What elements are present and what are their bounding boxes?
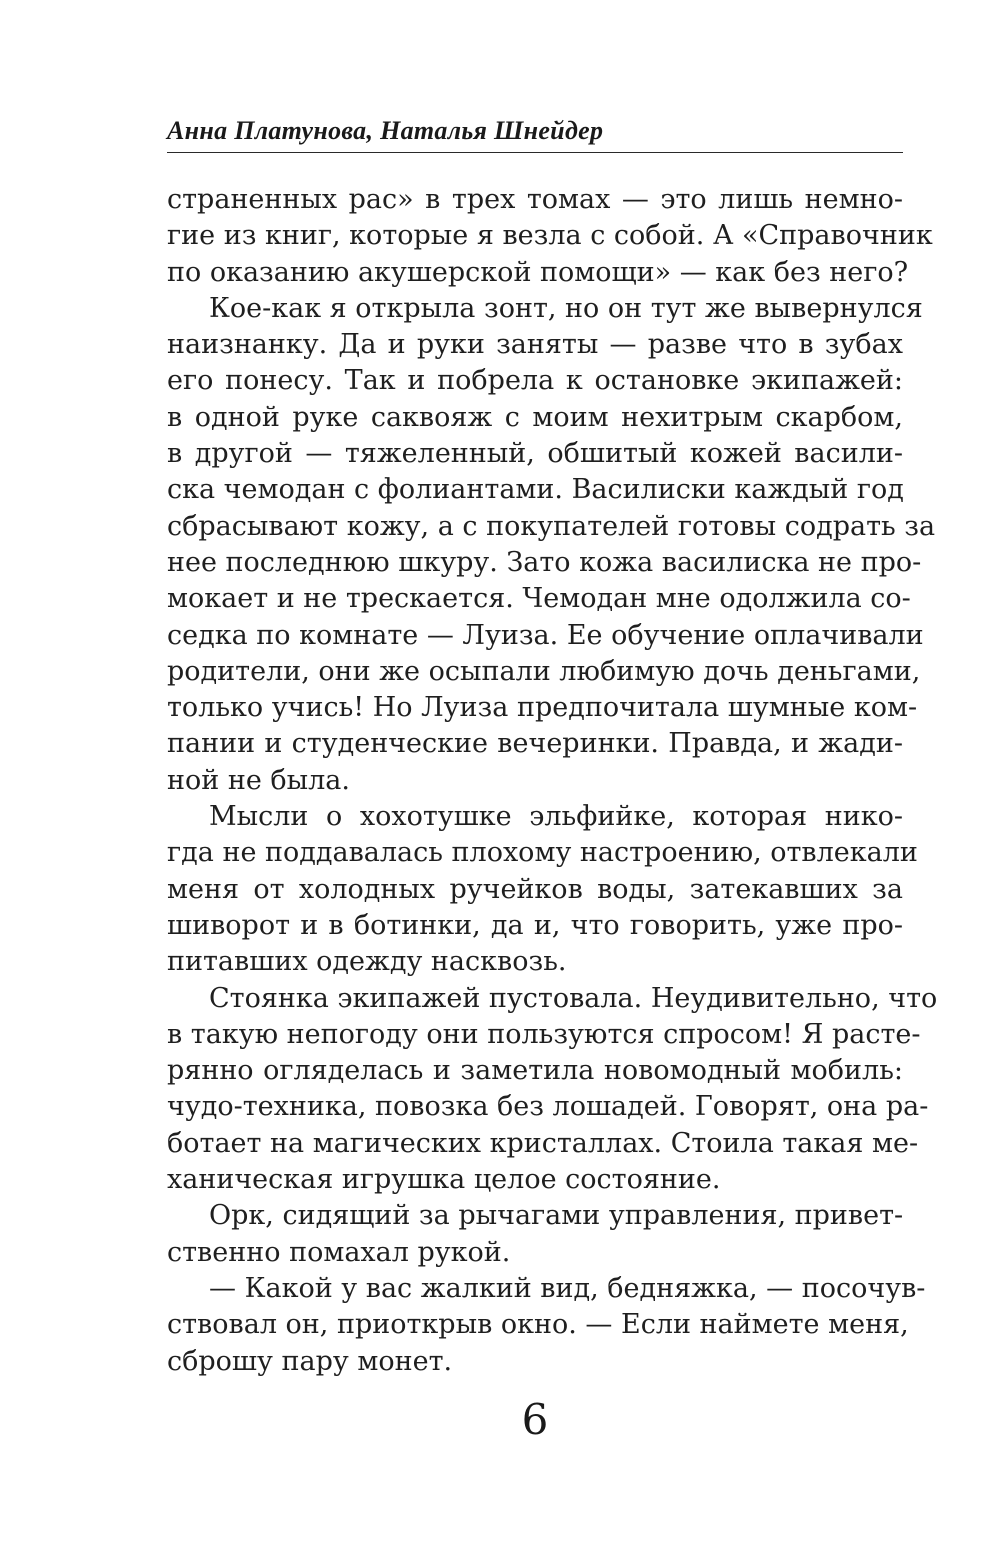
- text-line: седка по комнате — Луиза. Ее обучение оплачивали: [167, 619, 924, 651]
- text-line: ханическая игрушка целое состояние.: [167, 1164, 721, 1196]
- text-line: мокает и не трескается. Чемодан мне одолжила со-: [167, 583, 911, 615]
- text-line: только учись! Но Луиза предпочитала шумные ком-: [167, 692, 918, 724]
- text-line: шиворот и в ботинки, да и, что говорить, уже про-: [167, 909, 903, 941]
- text-line: гда не поддавалась плохому настроению, отвлекали: [167, 837, 918, 869]
- text-line: ботает на магических кристаллах. Стоила такая ме-: [167, 1127, 919, 1159]
- text-line: в такую непогоду они пользуются спросом! Я расте-: [167, 1018, 921, 1050]
- text-line: по оказанию акушерской помощи» — как без него?: [167, 256, 909, 288]
- header-authors: Анна Платунова, Наталья Шнейдер: [167, 116, 604, 145]
- paragraph-first-line: Стоянка экипажей пустовала. Неудивительно, что: [209, 982, 938, 1014]
- header-divider: [167, 152, 903, 153]
- text-line: наизнанку. Да и руки заняты — разве что в зубах: [167, 329, 903, 361]
- running-header: [167, 112, 903, 152]
- text-line: в одной руке саквояж с моим нехитрым скарбом,: [167, 401, 903, 433]
- text-line: ствовал он, приоткрыв окно. — Если наймете меня,: [167, 1309, 909, 1341]
- text-line: ска чемодан с фолиантами. Василиски каждый год: [167, 474, 904, 506]
- text-line: ной не была.: [167, 764, 350, 796]
- text-line: меня от холодных ручейков воды, затекавших за: [167, 873, 903, 905]
- text-line: его понесу. Так и побрела к остановке экипажей:: [167, 365, 903, 397]
- page-number: 6: [521, 1395, 549, 1444]
- text-line: страненных рас» в трех томах — это лишь немно-: [167, 184, 903, 215]
- text-line: чудо-техника, повозка без лошадей. Говорят, она ра-: [167, 1091, 929, 1123]
- paragraph-first-line: Орк, сидящий за рычагами управления, привет-: [209, 1200, 904, 1232]
- page-body: [167, 182, 938, 1380]
- text-line: сброшу пару монет.: [167, 1345, 453, 1377]
- text-line: ственно помахал рукой.: [167, 1236, 511, 1268]
- paragraph-first-line: Мысли о хохотушке эльфийке, которая нико-: [209, 801, 903, 833]
- text-line: сбрасывают кожу, а с покупателей готовы содрать за: [167, 510, 936, 542]
- paragraph-first-line: — Какой у вас жалкий вид, бедняжка, — посочув-: [209, 1272, 926, 1304]
- paragraph-first-line: Кое-как я открыла зонт, но он тут же вывернулся: [209, 292, 923, 324]
- text-line: родители, они же осыпали любимую дочь деньгами,: [167, 655, 921, 687]
- text-line: пании и студенческие вечеринки. Правда, и жади-: [167, 728, 903, 760]
- text-line: питавших одежду насквозь.: [167, 946, 567, 978]
- text-line: в другой — тяжеленный, обшитый кожей васили-: [167, 438, 903, 470]
- text-line: рянно огляделась и заметила новомодный мобиль:: [167, 1055, 903, 1087]
- text-line: гие из книг, которые я везла с собой. А «Справочник: [167, 220, 933, 252]
- text-line: нее последнюю шкуру. Зато кожа василиска не про-: [167, 546, 922, 578]
